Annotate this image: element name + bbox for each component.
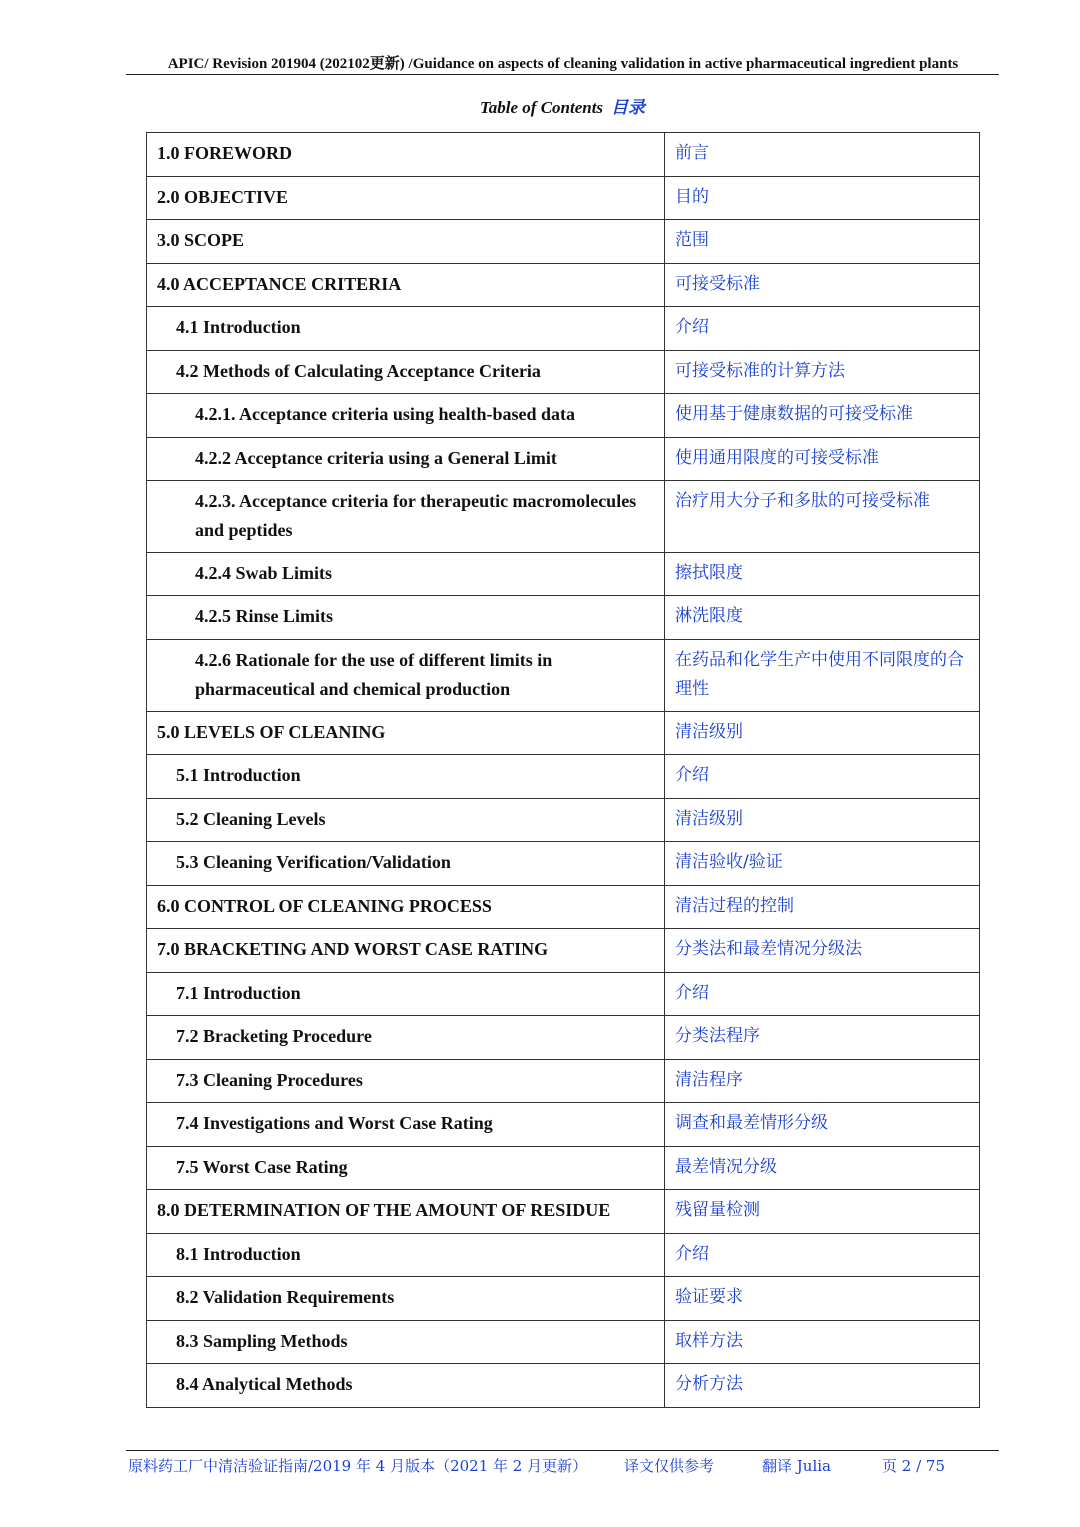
toc-entry-en: 8.4 Analytical Methods: [147, 1364, 665, 1408]
toc-row: [147, 886, 980, 929]
toc-row: [147, 973, 980, 1016]
toc-entry-en: 7.1 Introduction: [147, 973, 665, 1016]
toc-title-zh: 目录: [611, 98, 646, 117]
toc-entry-zh: 清洁验收/验证: [665, 842, 980, 886]
toc-title-en: Table of Contents: [479, 98, 604, 117]
toc-entry-zh: 淋洗限度: [665, 596, 980, 640]
toc-row: [147, 177, 980, 220]
toc-row: [147, 842, 980, 886]
toc-entry-en: 8.0 DETERMINATION OF THE AMOUNT OF RESIDUE: [147, 1190, 665, 1234]
toc-entry-zh: 使用通用限度的可接受标准: [665, 438, 980, 481]
toc-row: [147, 351, 980, 394]
toc-row: [147, 438, 980, 481]
toc-entry-en: 3.0 SCOPE: [147, 220, 665, 264]
footer-doc-title: 原料药工厂中清洁验证指南/2019 年 4 月版本（2021 年 2 月更新）: [128, 1457, 588, 1475]
toc-entry-zh: 验证要求: [665, 1277, 980, 1321]
toc-entry-en: 5.3 Cleaning Verification/Validation: [147, 842, 665, 886]
toc-row: [147, 799, 980, 842]
toc-entry-zh: 最差情况分级: [665, 1147, 980, 1190]
toc-entry-en: 4.2.1. Acceptance criteria using health-based data: [147, 394, 665, 438]
toc-entry-en: 4.2.4 Swab Limits: [147, 553, 665, 596]
toc-row: [147, 1147, 980, 1190]
toc-entry-zh: 清洁程序: [665, 1060, 980, 1103]
toc-entry-zh: 分类法程序: [665, 1016, 980, 1060]
toc-entry-en: 4.2.5 Rinse Limits: [147, 596, 665, 640]
toc-entry-en: 4.2.6 Rationale for the use of different limits in pharmaceutical and chemical production: [147, 640, 665, 712]
toc-entry-zh: 前言: [665, 133, 980, 177]
header-divider: [126, 74, 999, 75]
toc-entry-en: 6.0 CONTROL OF CLEANING PROCESS: [147, 886, 665, 929]
toc-entry-zh: 介绍: [665, 307, 980, 351]
toc-row: [147, 553, 980, 596]
toc-entry-en: 4.2.2 Acceptance criteria using a General Limit: [147, 438, 665, 481]
footer-translator: 翻译 Julia: [762, 1457, 831, 1475]
toc-table: [146, 132, 980, 1408]
footer-page-number: 页 2 / 75: [882, 1457, 945, 1475]
toc-entry-en: 7.0 BRACKETING AND WORST CASE RATING: [147, 929, 665, 973]
toc-entry-en: 8.2 Validation Requirements: [147, 1277, 665, 1321]
toc-entry-zh: 分类法和最差情况分级法: [665, 929, 980, 973]
toc-entry-en: 8.1 Introduction: [147, 1234, 665, 1277]
toc-row: [147, 133, 980, 177]
toc-entry-zh: 介绍: [665, 755, 980, 799]
toc-row: [147, 1321, 980, 1364]
toc-entry-zh: 清洁过程的控制: [665, 886, 980, 929]
toc-row: [147, 596, 980, 640]
toc-entry-zh: 可接受标准: [665, 264, 980, 307]
toc-entry-en: 4.2.3. Acceptance criteria for therapeutic macromolecules and peptides: [147, 481, 665, 553]
toc-entry-en: 4.0 ACCEPTANCE CRITERIA: [147, 264, 665, 307]
toc-row: [147, 394, 980, 438]
toc-entry-en: 4.2 Methods of Calculating Acceptance Criteria: [147, 351, 665, 394]
footer-divider: [126, 1450, 999, 1451]
toc-row: [147, 1364, 980, 1408]
toc-entry-en: 1.0 FOREWORD: [147, 133, 665, 177]
toc-row: [147, 929, 980, 973]
toc-row: [147, 755, 980, 799]
toc-entry-zh: 清洁级别: [665, 799, 980, 842]
toc-entry-en: 5.2 Cleaning Levels: [147, 799, 665, 842]
toc-row: [147, 1277, 980, 1321]
toc-entry-en: 7.3 Cleaning Procedures: [147, 1060, 665, 1103]
toc-row: [147, 220, 980, 264]
toc-entry-en: 7.5 Worst Case Rating: [147, 1147, 665, 1190]
toc-entry-zh: 治疗用大分子和多肽的可接受标准: [665, 481, 980, 553]
toc-entry-zh: 可接受标准的计算方法: [665, 351, 980, 394]
toc-entry-zh: 在药品和化学生产中使用不同限度的合理性: [665, 640, 980, 712]
toc-row: [147, 1060, 980, 1103]
toc-entry-en: 2.0 OBJECTIVE: [147, 177, 665, 220]
toc-entry-zh: 介绍: [665, 1234, 980, 1277]
toc-entry-en: 4.1 Introduction: [147, 307, 665, 351]
toc-entry-zh: 擦拭限度: [665, 553, 980, 596]
page-header: APIC/ Revision 201904 (202102更新) /Guidance on aspects of cleaning validation in active pharmaceutical ingredient plants: [167, 56, 959, 72]
toc-row: [147, 640, 980, 712]
toc-row: [147, 264, 980, 307]
toc-entry-zh: 目的: [665, 177, 980, 220]
toc-entry-zh: 清洁级别: [665, 712, 980, 755]
toc-entry-zh: 使用基于健康数据的可接受标准: [665, 394, 980, 438]
toc-entry-zh: 范围: [665, 220, 980, 264]
toc-entry-zh: 取样方法: [665, 1321, 980, 1364]
toc-entry-en: 5.0 LEVELS OF CLEANING: [147, 712, 665, 755]
toc-entry-en: 7.4 Investigations and Worst Case Rating: [147, 1103, 665, 1147]
toc-entry-en: 7.2 Bracketing Procedure: [147, 1016, 665, 1060]
toc-row: [147, 307, 980, 351]
toc-row: [147, 1016, 980, 1060]
toc-row: [147, 481, 980, 553]
toc-row: [147, 712, 980, 755]
toc-entry-zh: 残留量检测: [665, 1190, 980, 1234]
toc-entry-zh: 介绍: [665, 973, 980, 1016]
footer-note: 译文仅供参考: [624, 1457, 715, 1475]
toc-entry-zh: 调查和最差情形分级: [665, 1103, 980, 1147]
toc-row: [147, 1190, 980, 1234]
toc-row: [147, 1234, 980, 1277]
toc-title: [0, 93, 1080, 118]
toc-entry-en: 5.1 Introduction: [147, 755, 665, 799]
toc-row: [147, 1103, 980, 1147]
toc-entry-en: 8.3 Sampling Methods: [147, 1321, 665, 1364]
toc-entry-zh: 分析方法: [665, 1364, 980, 1408]
